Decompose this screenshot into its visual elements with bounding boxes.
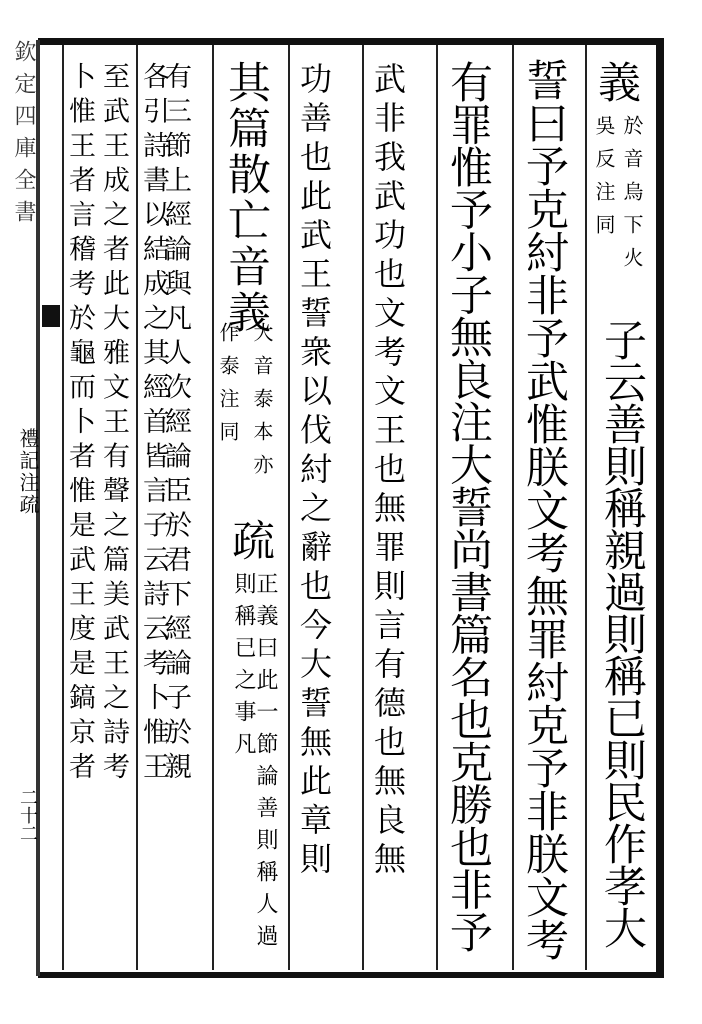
fishtail-mark bbox=[42, 305, 60, 327]
annotation-line: 作泰注同 bbox=[216, 322, 240, 454]
column-rule bbox=[288, 45, 290, 970]
text-column-5: 功善也此武王誓衆以伐紂之辭也今大誓無此章則 bbox=[295, 62, 333, 881]
text-column-7: 有三節上經論與凡人次經論臣於君下經論子於親 bbox=[160, 62, 191, 787]
column-rule bbox=[362, 45, 364, 970]
column-rule bbox=[512, 45, 514, 970]
text-column-1: 子云善則稱親過則稱已則民作孝大 bbox=[597, 318, 647, 948]
frame-bottom-border bbox=[38, 972, 664, 978]
text-column-2: 誓曰予克紂非予武惟朕文考無罪紂克予非朕文考 bbox=[519, 58, 569, 961]
column-rule bbox=[585, 45, 587, 970]
shu-commentary-marker: 疏 bbox=[225, 518, 275, 561]
text-column-8: 各引詩書以結成之其經首皆言子云詩云考卜惟王 bbox=[138, 62, 169, 787]
text-column-9: 至武王成之者此大雅文王有聲之篇美武王之詩考 bbox=[98, 62, 129, 787]
text-column-3: 有罪惟予小子無良注大誓尚書篇名也克勝也非予 bbox=[443, 60, 493, 953]
annotation-line: 吳反注同 bbox=[592, 115, 616, 247]
text-column-6-head: 其篇散亡音義 bbox=[221, 60, 271, 336]
text-column-4: 武非我武功也文考文王也無罪則言有德也無良無 bbox=[369, 62, 407, 881]
section-title: 禮記注疏 bbox=[16, 428, 40, 516]
text-column-10: 卜惟王者言稽考於龜而卜者惟是武王度是鎬京者 bbox=[64, 62, 95, 787]
column-rule bbox=[212, 45, 214, 970]
text-column-1-head: 義 bbox=[591, 60, 641, 103]
frame-top-border bbox=[38, 38, 664, 45]
annotation-line: 大音泰本亦 bbox=[250, 322, 274, 487]
annotation-line: 於音烏下火 bbox=[620, 115, 644, 280]
frame-right-border bbox=[656, 38, 664, 978]
commentary-text: 正義曰此一節論善則稱人過則稱已之事凡 bbox=[231, 572, 278, 956]
column-rule bbox=[436, 45, 438, 970]
book-title-margin: 欽定四庫全書 bbox=[11, 40, 36, 232]
page-number: 二十二 bbox=[17, 788, 38, 842]
